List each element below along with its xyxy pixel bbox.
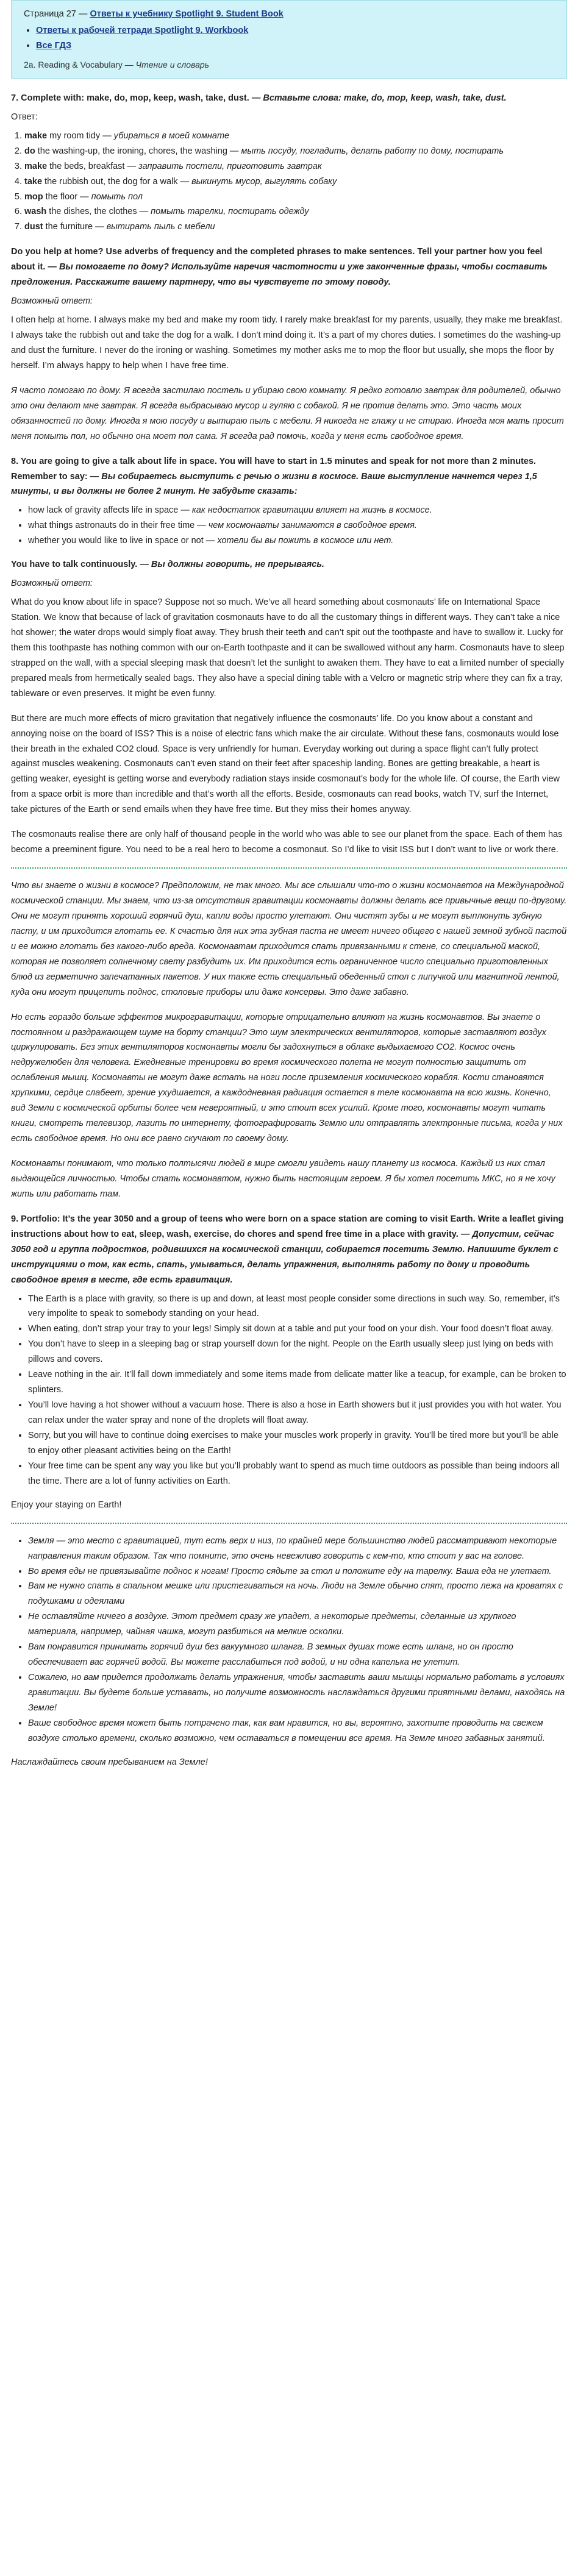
answer-word: dust [24,222,43,232]
possible-answer-label: Возможный ответ: [11,578,93,589]
student-book-link[interactable]: Ответы к учебнику Spotlight 9. Student Book [90,9,284,19]
answer-phrase: the dishes, the clothes — [46,207,151,217]
possible-answer-label: Возможный ответ: [11,296,93,307]
answer-translation: вытирать пыль с мебели [106,222,215,232]
list-item: • Sorry, but you will have to continue doing exercises to make your muscles work properly in gravity. You’ll be tired more but you’ll be able to enjoy other pleasant activities being on the Earth! [28,1428,567,1459]
nav-link-item [36,23,554,38]
answer-phrase: the furniture — [43,222,107,232]
list-item: • When eating, don’t strap your tray to your legs! Simply sit down at a table and put your food on your dish. Your food doesn’t float away. [28,1322,567,1337]
answer-word: mop [24,191,43,202]
answer-paragraph-en: The cosmonauts realise there are only half of thousand people in the world who was able to see our planet from the space. Each of them has become a preeminent figure. You need to be a real hero to become a cosmonaut. So I’d like to visit ISS but I don’t want to live or work there. [11,830,563,855]
exercise-9-title [11,1212,567,1288]
list-item: • Вам понравится принимать горячий душ без вакуумного шланга. В земных душах тоже есть шланг, но он просто обеспечивает вас горячей водой. Вы можете расслабиться под водой, и ни одна капелька не улетит. [28,1640,567,1670]
list-item [24,144,567,159]
help-answer-ru: Я часто помогаю по дому. Я всегда застилаю постель и убираю свою комнату. Я редко готовлю завтрак для родителей, обычно это они делают мне завтрак. Я всегда выбрасываю мусор и гуляю с собакой. Я не против делать это. Это часть моих обязанностей по дому. Иногда я мою посуду и вытираю пыль с мебели. Я никогда не глажу и не стираю. Иногда моя мать просит меня помыть пол, но обычно она моет пол сама. Я всегда рад помочь, когда у меня есть свободное время. [11,385,564,441]
answer-phrase: my room tidy — [47,130,114,141]
point-en: how lack of gravity affects life in space — [28,505,192,516]
leaflet-list-en [11,1292,567,1489]
section-divider [11,1523,567,1524]
help-answer-en: I often help at home. I always make my bed and make my room tidy. I rarely make breakfast for my parents, usually, they make me breakfast. I always take the rubbish out and take the dog for a walk. I don’t mind doing it. It’s a part of my chores duties. I sometimes do the washing-up and dust the furniture. I never do the ironing or washing. Sometimes my mother asks me to mop the floor but usually, she mops the floor by herself. I’m always happy to help when I have free time. [11,315,563,371]
list-item: • Ваше свободное время может быть потрачено так, как вам нравится, но вы, вероятно, захотите проводить на свежем воздухе столько времени, сколько возможно, чем оставаться в помещении все время. На Земле много забавных занятий. [28,1716,567,1746]
continuous-instruction [11,557,567,572]
exercise-9-title-en: 9. Portfolio: It’s the year 3050 and a group of teens who were born on a space station are coming to visit Earth. Write a leaflet giving instructions about how to eat, sleep, wash, exercise, do chores and spend free time in a place with gravity. — [11,1214,564,1239]
exercise-8-title [11,454,567,500]
point-ru: как недостаток гравитации влияет на жизнь в космосе. [191,505,432,516]
page-prefix: Страница 27 — [24,9,90,19]
point-en: whether you would like to live in space or not — [28,536,218,546]
answer-label: Ответ: [11,112,38,122]
answer-phrase: the washing-up, the ironing, chores, the washing — [35,146,241,156]
list-item [24,190,567,205]
list-item: • You don’t have to sleep in a sleeping bag or strap yourself down for the night. People on the Earth usually sleep just lying on beds with pillows and covers. [28,1337,567,1367]
leaflet-list-ru [11,1534,567,1746]
answer-paragraph-ru: Но есть гораздо больше эффектов микрогравитации, которые отрицательно влияют на жизнь космонавтов. Вы знаете о постоянном и раздражающем шуме на борту станции? Это шум электрических вентиляторов, которые заставляют воздух циркулировать. Без этих вентиляторов космонавты могли бы задохнуться в облаке выдыхаемого CO2. Космос очень недружелюбен для человека. Ежедневные тренировки во время космического полета не могут полностью защитить от ослабления мышц. Космонавты не могут даже встать на ноги после приземления космического корабля. Кости становятся хрупкими, сердце слабеет, зрение ухудшается, а каждодневная радиация остается в теле космонавта на всю жизнь. Конечно, вид Земли с космической орбиты более чем невероятный, и это стоит всех усилий. Кроме того, космонавты могут читать книги, смотреть телевизор, лазить по интернету, фотографировать Землю или отправлять электронные письма, когда у них есть свободное время. Но они все равно скучают по своему дому. [11,1012,563,1144]
list-item: • Не оставляйте ничего в воздухе. Этот предмет сразу же упадет, а некоторые предметы, сделанные из хрупкого материала, например, чайная чашка, могут разбиться на мелкие осколки. [28,1609,567,1640]
continuous-ru: Вы должны говорить, не прерываясь. [151,560,324,570]
exercise-9-title-ru: Допустим, сейчас 3050 год и группа подростков, родившихся на космической станции, собирается посетить Землю. Напишите буклет с инструкциями о том, как есть, спать, умываться, делать упражнения, выполнять работу по дому и проводить свободное время в месте, где есть гравитация. [11,1229,558,1285]
answer-translation: убираться в моей комнате [113,130,230,141]
answer-phrase: the beds, breakfast — [47,161,139,171]
exercise-8-title-en: 8. You are going to give a talk about life in space. You will have to start in 1.5 minutes and speak for not more than 2 minutes. Remember to say: — [11,456,537,482]
list-item: • Во время еды не привязывайте поднос к ногам! Просто сядьте за стол и положите еду на тарелку. Ваша еда не улетает. [28,1564,567,1579]
list-item [24,174,567,190]
section-divider [11,867,567,869]
point-en: what things astronauts do in their free time — [28,521,209,531]
workbook-link[interactable]: Ответы к рабочей тетради Spotlight 9. Workbook [36,25,249,35]
exercise-7-title [11,91,567,106]
breadcrumb [24,57,554,72]
point-ru: хотели бы вы пожить в космосе или нет. [217,536,394,546]
nav-links-list [24,23,554,54]
breadcrumb-subsection: Чтение и словарь [135,59,210,69]
point-ru: чем космонавты занимаются в свободное время. [208,521,417,531]
list-item: • Leave nothing in the air. It’ll fall down immediately and some items made from delicate matter like a teacup, for example, can be broken to splinters. [28,1367,567,1398]
list-item: • The Earth is a place with gravity, so there is up and down, at least most people consider some directions in such way. So, remember, it’s very impolite to speak to somebody standing on your head. [28,1292,567,1322]
answer-paragraph-en: What do you know about life in space? Suppose not so much. We’ve all heard something about cosmonauts’ life on International Space Station. We know that because of lack of gravitation cosmonauts have to do all the customary things in different ways. They can’t take a nice hot shower; the water drops would simply float away. They brush their teeth and can’t spit out the toothpaste and have to swallow it. Lucky for them this toothpaste has nothing common with our on-Earth toothpaste and it can be swallowed without any harm. Cosmonauts have to sleep strapped on the wall, with a special sleeping mask that doesn’t let the sunlight to awaken them. They have to eat a limited number of specially prepared meals from hermetically sealed bags. They also have a special dining table with a Velcro or magnetic strip where they can fix a tray, tableware or even preserves. It might be even funny. [11,597,565,699]
answer-word: make [24,130,48,141]
list-item [28,533,567,549]
list-item: • Вам не нужно спать в спальном мешке или пристегиваться на ночь. Люди на Земле обычно спят, просто лежа на кроватях с подушками и одеялами [28,1579,567,1609]
exercise-7-title-en: 7. Complete with: make, do, mop, keep, wash, take, dust. — [11,93,263,103]
exercise-8-title-ru: Вы собираетесь выступить с речью о жизни в космосе. Ваше выступление начнется через 1,5 минуты, и вы должны не более 2 минут. Не забудьте сказать: [11,471,537,497]
help-title-en: Do you help at home? Use adverbs of frequency and the completed phrases to make sentences. Tell your partner how you feel about it. — [11,247,543,272]
list-item [24,219,567,235]
nav-link-item [36,38,554,54]
answer-translation: помыть тарелки, постирать одежду [151,207,309,217]
breadcrumb-section: 2a. Reading & Vocabulary — [24,59,136,69]
list-item: • You’ll love having a hot shower without a vacuum hose. There is also a hose in Earth showers but it just provides you with hot water. You can relax under the water spray and none of the droplets will float away. [28,1398,567,1428]
answer-word: make [24,161,48,171]
answer-translation: мыть посуду, погладить, делать работу по дому, постирать [241,146,504,156]
list-item [24,129,567,144]
list-item: • Земля — это место с гравитацией, тут есть верх и низ, по крайней мере большинство людей рассматривают некоторые направления таким образом. Так что помните, это очень невежливо говорить с кем-то, кто стоит у вас на голове. [28,1534,567,1564]
answer-phrase: the rubbish out, the dog for a walk — [42,176,192,187]
answer-translation: выкинуть мусор, выгулять собаку [191,176,337,187]
answer-phrase: the floor — [43,191,91,202]
answer-word: wash [24,207,47,217]
leaflet-closing-ru: Наслаждайтесь своим пребыванием на Земле! [11,1757,208,1767]
answer-word: do [24,146,35,156]
all-gdz-link[interactable]: Все ГДЗ [36,40,72,51]
list-item [28,518,567,533]
exercise-8-points [11,503,567,549]
answer-translation: заправить постели, приготовить завтрак [138,161,322,171]
page-heading-line [24,7,554,22]
continuous-en: You have to talk continuously. — [11,560,151,570]
list-item [24,204,567,219]
answer-paragraph-ru: Космонавты понимают, что только полтысячи людей в мире смогли увидеть нашу планету из космоса. Каждый из них стал выдающейся личностью. Чтобы стать космонавтом, нужно быть настоящим героем. Я бы хотел посетить МКС, но я не хочу жить или работать там. [11,1159,555,1199]
help-title-ru: Вы помогаете по дому? Используйте наречия частотности и уже законченные фразы, чтобы составить предложения. Расскажите вашему партнеру, что вы чувствуете по этому поводу. [11,262,548,288]
list-item: • Сожалею, но вам придется продолжать делать упражнения, чтобы заставить ваши мышцы нормально работать в условиях гравитации. Вы будете больше уставать, но получите возможность наслаждаться другими приятными делами, находясь на Земле! [28,1670,567,1716]
leaflet-closing-en: Enjoy your staying on Earth! [11,1500,122,1510]
answer-paragraph-ru: Что вы знаете о жизни в космосе? Предположим, не так много. Мы все слышали что-то о жизни космонавтов на Международной космической станции. Мы знаем, что из-за отсутствия гравитации космонавты должны делать все привычные вещи по-другому. Они не могут принять хороший горячий душ, капли воды просто улетают. Они чистят зубы и не могут выплюнуть зубную пасту, и им приходится глотать ее. К счастью для них эта зубная паста не имеет ничего общего с нашей земной зубной пастой и ее можно глотать без какого-либо вреда. Космонавтам приходится спать привязанными к стене, со специальной маской, которая не позволяет солнечному свету разбудить их. Им приходится есть ограниченное число специально приготовленных блюд из герметично запечатанных пакетов. У них также есть специальный обеденный стол с липучкой или магнитной лентой, куда они могут прицепить поднос, столовые приборы или даже консервы. Это даже забавно. [11,881,567,997]
list-item: • Your free time can be spent any way you like but you’ll probably want to spend as much time outdoors as possible than being indoors all the time. There are a lot of funny activities on Earth. [28,1459,567,1489]
answer-translation: помыть пол [91,191,143,202]
list-item [28,503,567,518]
answer-paragraph-en: But there are much more effects of micro gravitation that negatively influence the cosmonauts’ life. Do you know about a constant and annoying noise on the board of ISS? This is a noise of electric fans which make the air circulate. Without these fans, cosmonauts would lose their breath in the exhaled CO2 cloud. Space is very unfriendly for human. Everyday working out during a space flight can’t fully protect against muscles weakening. Cosmonauts can’t even stand on their feet after spaceship landing. Bones are getting breakable, a heart is getting weaker, eyesight is getting worse and everybody radiation stays inside cosmonaut’s body for the whole life. Of course, the Earth view from a space orbit is more than incredible and that’s worth all the efforts. Beside, cosmonauts can read books, watch TV, surf the Internet, take pictures of the Earth or send emails when they have free time. But they miss their homes anyway. [11,713,560,815]
top-navigation-box [11,0,567,79]
exercise-7-title-ru: Вставьте слова: make, do, mop, keep, wash, take, dust. [263,93,507,103]
exercise-7-answer-list [11,129,567,235]
help-at-home-title [11,244,567,290]
answer-word: take [24,176,43,187]
list-item [24,159,567,174]
